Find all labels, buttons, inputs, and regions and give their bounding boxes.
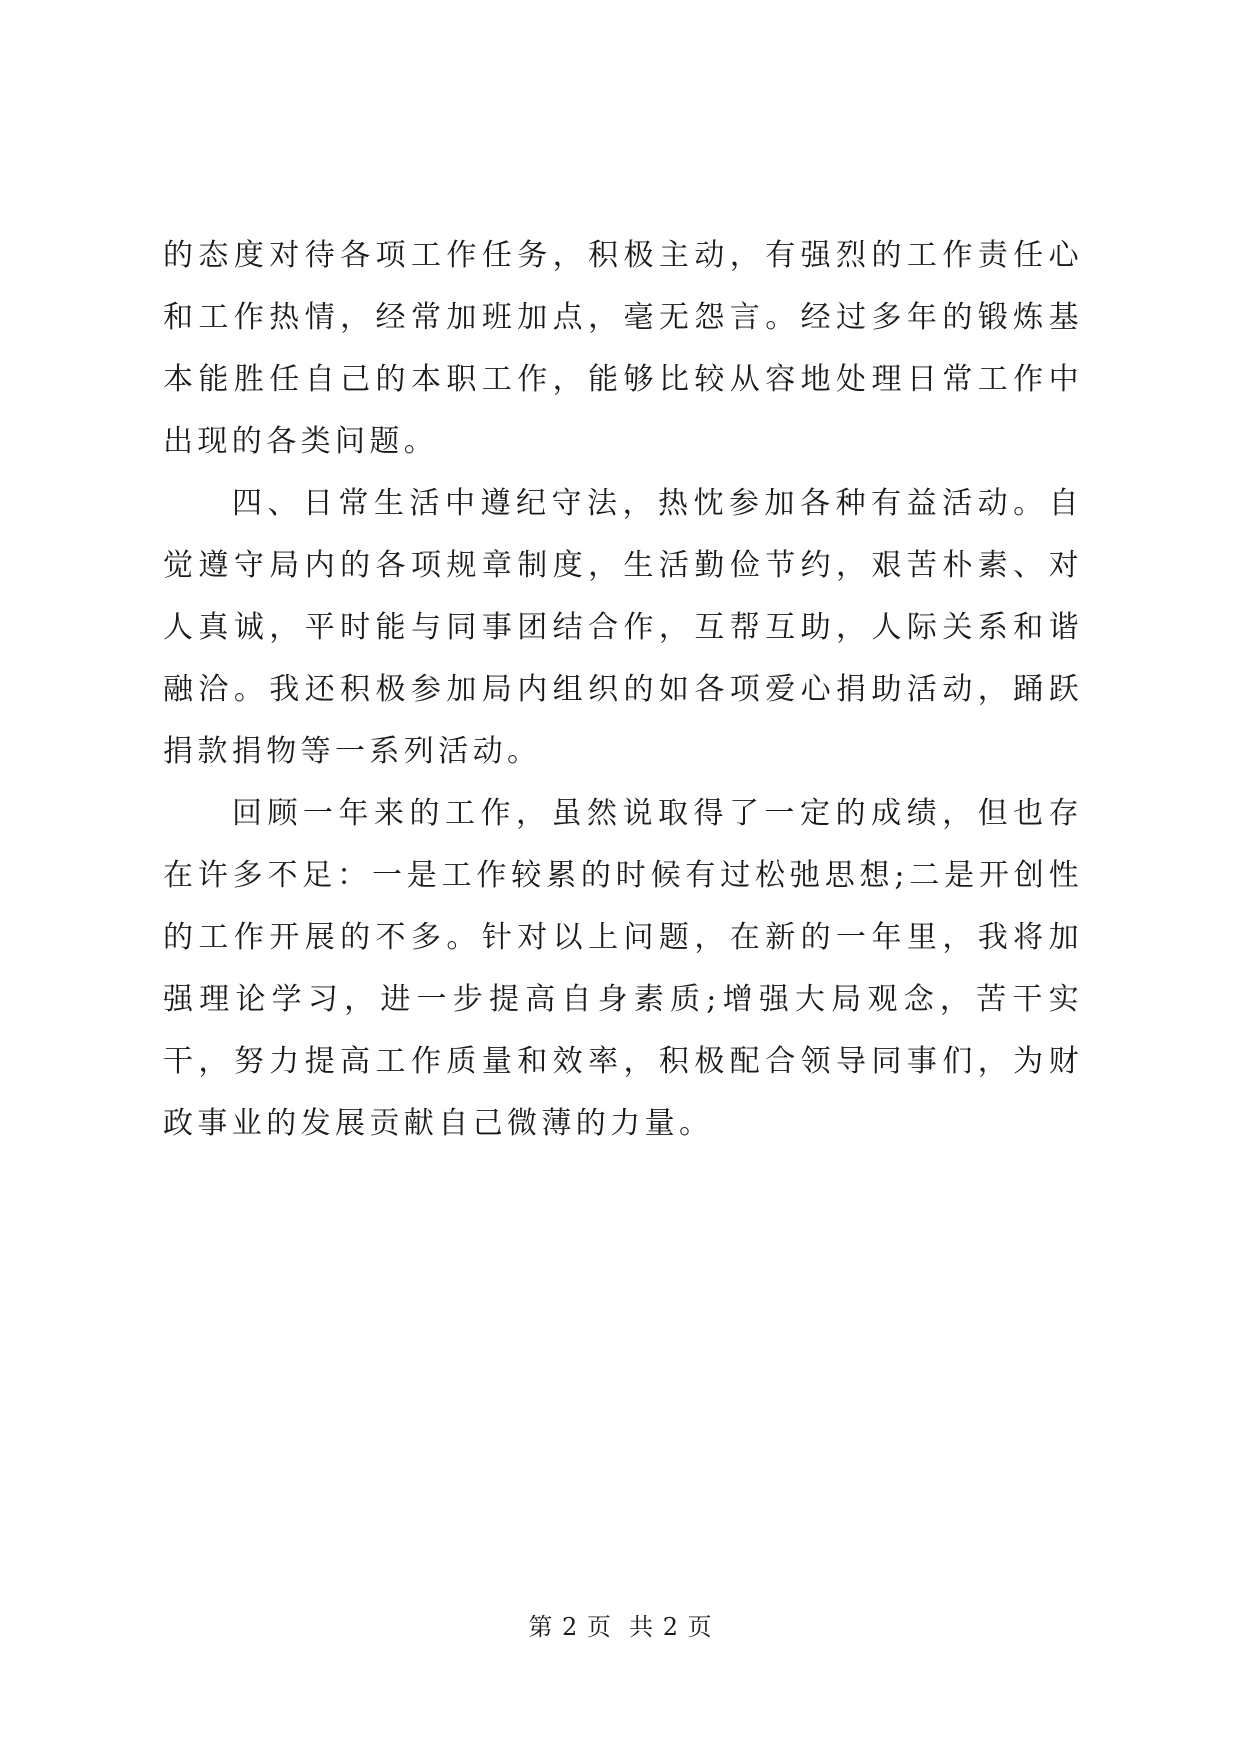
paragraph-review: 回顾一年来的工作，虽然说取得了一定的成绩，但也存在许多不足：一是工作较累的时候有过松弛思想;二是开创性的工作开展的不多。针对以上问题，在新的一年里，我将加强理论学习，进一步提高自身素质;增强大局观念，苦干实干，努力提高工作质量和效率，积极配合领导同事们，为财政事业的发展贡献自己微薄的力量。 xyxy=(163,796,1083,1141)
page-number-label: 第 2 页 共 2 页 xyxy=(528,1613,713,1641)
page-footer xyxy=(0,1607,1241,1642)
paragraph-continuation: 的态度对待各项工作任务，积极主动，有强烈的工作责任心和工作热情，经常加班加点，毫无怨言。经过多年的锻炼基本能胜任自己的本职工作，能够比较从容地处理日常工作中出现的各类问题。 xyxy=(163,238,1083,459)
document-body xyxy=(163,225,1083,1155)
paragraph-section-four: 四、日常生活中遵纪守法，热忱参加各种有益活动。自觉遵守局内的各项规章制度，生活勤俭节约，艰苦朴素、对人真诚，平时能与同事团结合作，互帮互助，人际关系和谐融洽。我还积极参加局内组织的如各项爱心捐助活动，踊跃捐款捐物等一系列活动。 xyxy=(163,486,1083,769)
